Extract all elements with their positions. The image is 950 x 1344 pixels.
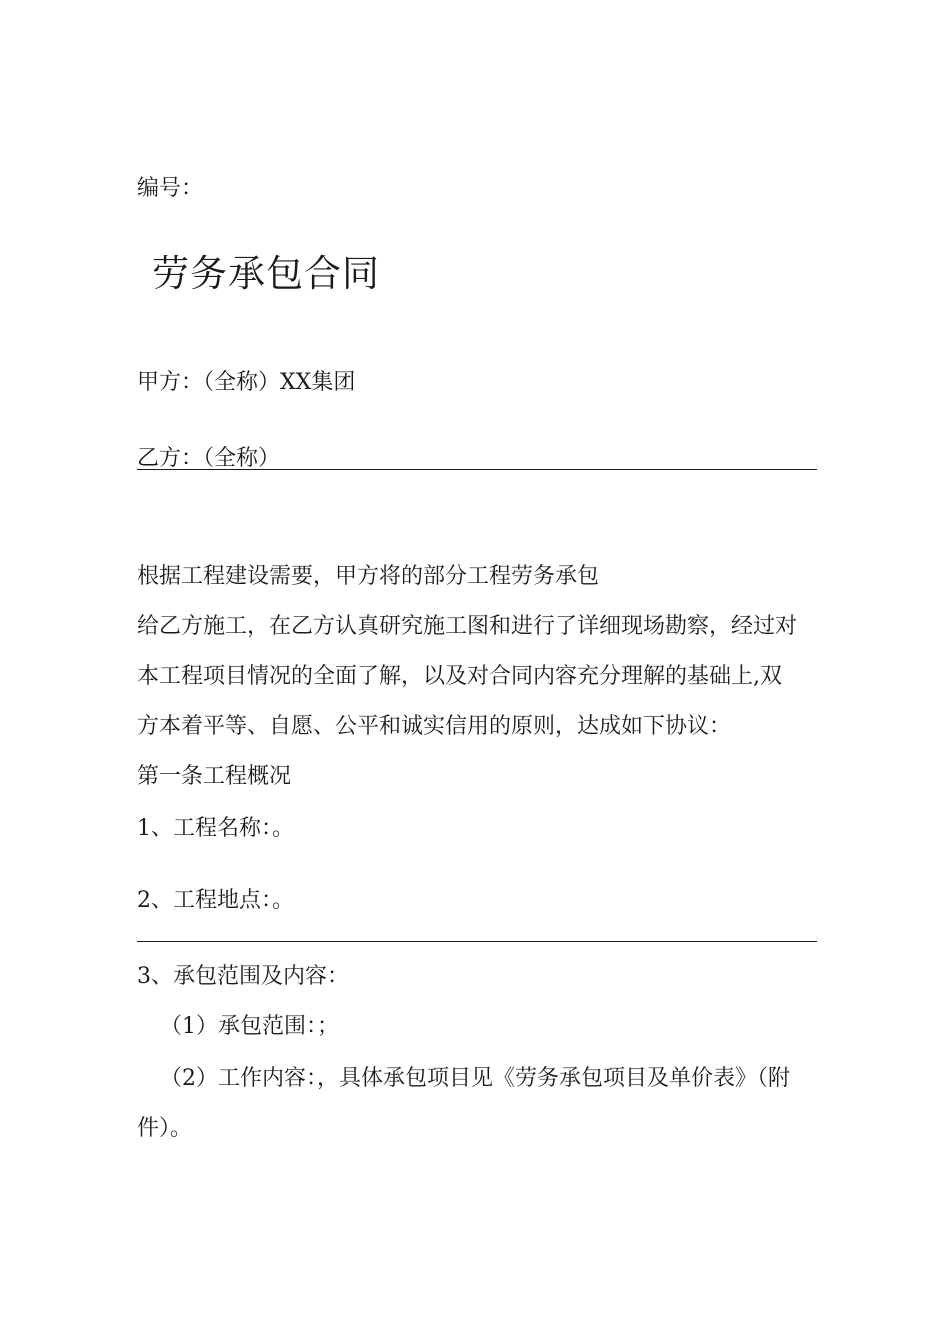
article-1-heading: 第一条工程概况 xyxy=(137,764,292,789)
subitem-work-content-line-2: 件）。 xyxy=(137,1116,193,1141)
intro-paragraph-line-1: 根据工程建设需要，甲方将的部分工程劳务承包 xyxy=(137,564,600,589)
item-project-location: 2、工程地点：。 xyxy=(137,888,294,913)
section-divider xyxy=(137,941,817,942)
party-b-underline xyxy=(137,469,817,470)
party-a-line: 甲方：（全称）XX集团 xyxy=(137,370,356,395)
subitem-scope: （1）承包范围：； xyxy=(160,1014,339,1039)
intro-paragraph-line-2: 给乙方施工，在乙方认真研究施工图和进行了详细现场勘察，经过对 xyxy=(137,614,798,639)
party-b-line: 乙方：（全称） xyxy=(137,446,281,471)
contract-number-label: 编号： xyxy=(137,176,204,201)
intro-paragraph-line-4: 方本着平等、自愿、公平和诚实信用的原则，达成如下协议： xyxy=(137,714,732,739)
subitem-work-content-line-1: （2）工作内容：，具体承包项目见《劳务承包项目及单价表》（附 xyxy=(160,1066,790,1091)
item-scope-and-content: 3、承包范围及内容： xyxy=(137,964,349,989)
intro-paragraph-line-3: 本工程项目情况的全面了解，以及对合同内容充分理解的基础上,双 xyxy=(137,664,782,689)
item-project-name: 1、工程名称：。 xyxy=(137,816,294,841)
document-title: 劳务承包合同 xyxy=(152,252,380,295)
